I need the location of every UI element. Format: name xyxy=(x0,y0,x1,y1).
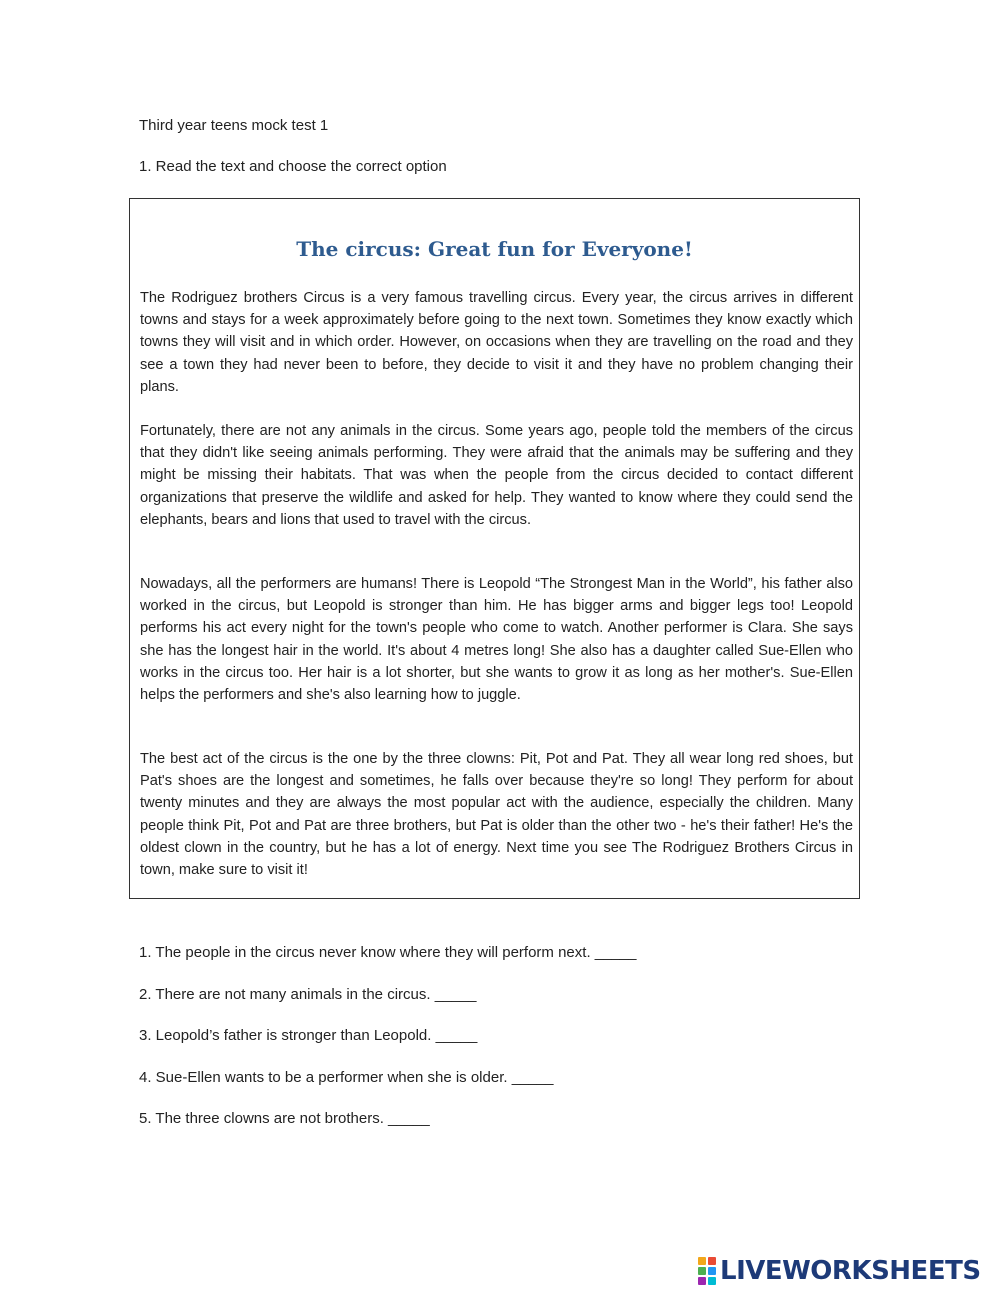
article-paragraph-4: The best act of the circus is the one by the three clowns: Pit, Pot and Pat. They all wear long red shoes, but Pat's shoes are the longest and sometimes, he falls over because they're so long! They perform for about twenty minutes and they are always the most popular act with the audience, especially the children. Many people think Pit, Pot and Pat are three brothers, but Pat is older than the other two - he's their father! He's the oldest clown in the country, but he has a lot of energy. Next time you see The Rodriguez Brothers Circus in town, make sure to visit it! xyxy=(140,751,853,879)
article-paragraph-2: Fortunately, there are not any animals in the circus. Some years ago, people told the members of the circus that they didn't like seeing animals performing. They were afraid that the animals may be suffering and they might be missing their habitats. That was when the people from the circus decided to contact different organizations that preserve the wildlife and asked for help. They wanted to know where they could send the elephants, bears and lions that used to travel with the circus. xyxy=(140,423,853,528)
article-paragraph-1: The Rodriguez brothers Circus is a very famous travelling circus. Every year, the circus arrives in different towns and stays for a week approximately before going to the next town. Sometimes they know exactly which towns they will visit and in which order. However, on occasions when they are travelling on the road and they see a town they had never been to before, they decide to visit it and they have no problem changing their plans. xyxy=(140,290,853,395)
article-title: The circus: Great fun for Everyone! xyxy=(296,237,693,261)
article-paragraph-3: Nowadays, all the performers are humans! There is Leopold “The Strongest Man in the World”, his father also worked in the circus, but Leopold is stronger than him. He has bigger arms and bigger legs too! Leopold performs his act every night for the town's people who come to watch. Another performer is Clara. She says she has the longest hair in the world. It's about 4 metres long! She also has a daughter called Sue-Ellen who works in the circus too. Her hair is a lot shorter, but she wants to grow it as long as her mother's. Sue-Ellen helps the performers and she's also learning how to juggle. xyxy=(140,576,853,704)
instruction-text: 1. Read the text and choose the correct option xyxy=(139,158,447,175)
question-3: 3. Leopold’s father is stronger than Leopold. _____ xyxy=(139,1027,478,1044)
question-4: 4. Sue-Ellen wants to be a performer when she is older. _____ xyxy=(139,1069,554,1086)
question-5: 5. The three clowns are not brothers. _____ xyxy=(139,1110,430,1127)
logo-text: LIVEWORKSHEETS xyxy=(720,1256,981,1286)
reading-passage-box xyxy=(129,198,860,899)
question-2: 2. There are not many animals in the circus. _____ xyxy=(139,986,477,1003)
liveworksheets-logo xyxy=(698,1256,981,1286)
liveworksheets-logo-icon xyxy=(698,1257,716,1285)
test-title: Third year teens mock test 1 xyxy=(139,117,329,134)
question-1: 1. The people in the circus never know where they will perform next. _____ xyxy=(139,944,637,961)
